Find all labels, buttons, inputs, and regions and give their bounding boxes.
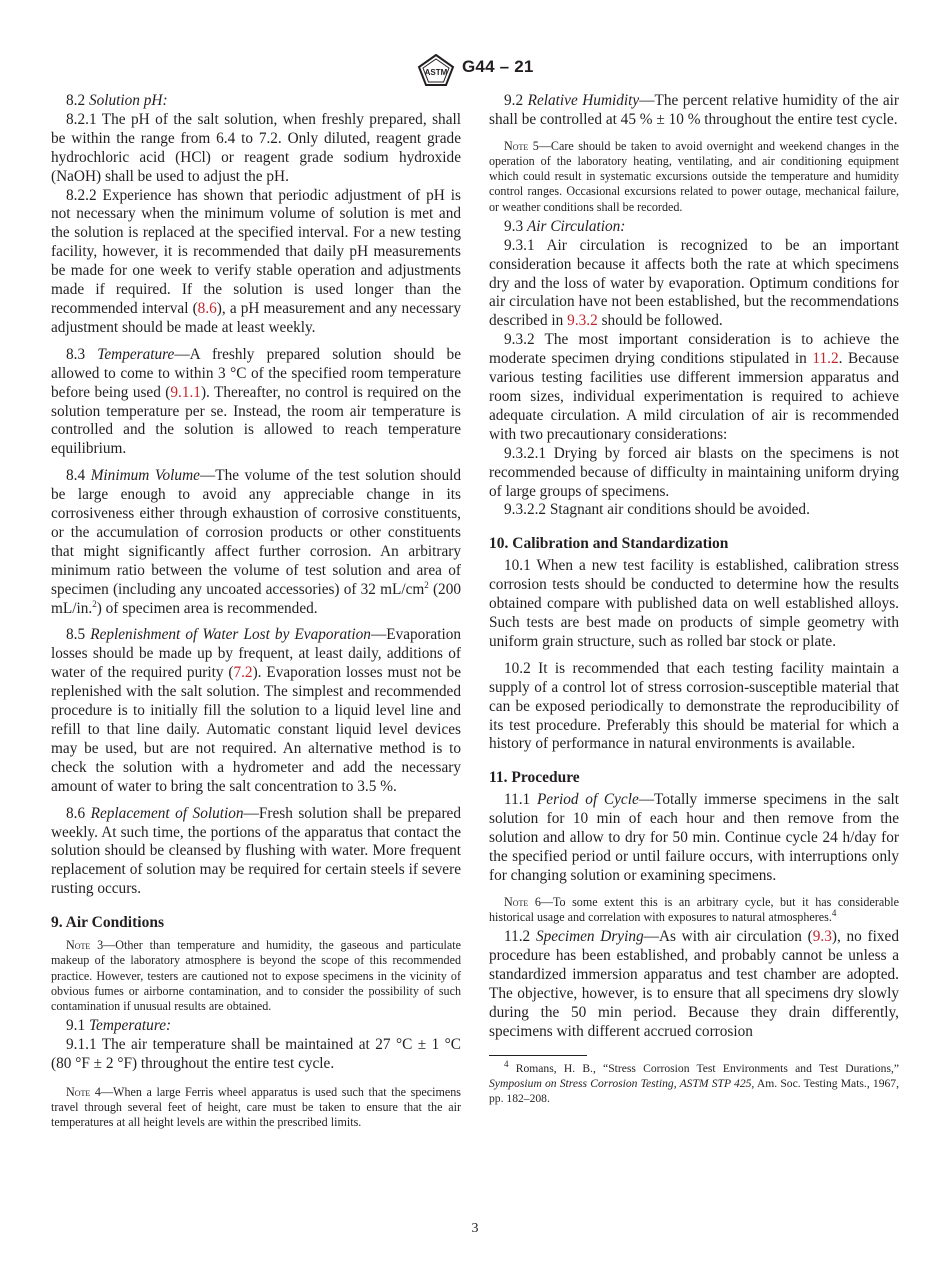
note-3: Note 3—Other than temperature and humidity, the gaseous and particulate makeup of the laboratory atmosphere is beyond the scope of this recommended practice. However, testers are cautioned not to expose specimens in the vicinity of obvious fumes or airborne contamination, and to consider the possibility of such contamination if unusual results are obtained. bbox=[51, 938, 461, 1013]
section-8-5: 8.5 Replenishment of Water Lost by Evaporation—Evaporation losses should be made up by frequent, at least daily, additions of water of the required purity (7.2). Evaporation losses must not be replenished with the salt solution. The simplest and recommended procedure is to initially fill the solution to a liquid level line and refill to that line daily. Automatic constant liquid level devices may be used, but are not required. An alternative method is to check the solution with a hydrometer and add the necessary amount of water to bring the salt concentration to 3.5 %. bbox=[51, 626, 462, 795]
section-10-1: 10.1 When a new test facility is established, calibration stress corrosion tests should be conducted to determine how the results obtained compare with published data on well established alloys. Such tests are best made on products of simple geometry with uniform grain structure, such as rolled bar stock or plate. bbox=[489, 557, 899, 650]
xref-9-3-2[interactable]: 9.3.2 bbox=[567, 312, 598, 330]
standard-designation: G44 – 21 bbox=[462, 57, 534, 76]
note-4: Note 4—When a large Ferris wheel apparatus is used such that the specimens travel through several feet of height, care must be taken to ensure that the air temperatures at all height levels are within the prescribed limits. bbox=[51, 1084, 461, 1130]
astm-logo-icon bbox=[417, 54, 455, 86]
section-8-2-2: 8.2.2 Experience has shown that periodic adjustment of pH is not necessary when the minimum volume of solution is met and the solution is replaced at the specified interval. For a new testing facility, however, it is recommended that daily pH measurements be made for one week to verify stable operation and adjustments made if required. If the solution is used longer than the recommended interval (8.6), a pH measurement and any necessary adjustment should be made at least weekly. bbox=[51, 186, 461, 336]
note-5: Note 5—Care should be taken to avoid overnight and weekend changes in the operation of the laboratory heating, ventilating, and air conditioning equipment which could result in systematic excursions outside the temperature and humidity control ranges. Occasional excursions related to power outage, mechanical failure, or weather conditions shall be recorded. bbox=[489, 138, 899, 214]
xref-8-6[interactable]: 8.6 bbox=[197, 299, 217, 317]
section-9-3-1: 9.3.1 Air circulation is recognized to be an important consideration because it affects both the rate at which specimens dry and the loss of water by evaporation. Optimum conditions for air circulation have not been established, but the recommendations described in 9.3.2 should be followed. bbox=[489, 236, 899, 330]
footnote-4: $^4$ Romans, H. B., “Stress Corrosion Test Environments and Test Durations,” Symposium on Stress Corrosion Testing, ASTM STP 425, Am. Soc. Testing Mats., 1967, pp. 182–208. bbox=[489, 1058, 899, 1106]
right-column bbox=[489, 92, 899, 1107]
page-number: 3 bbox=[471, 1221, 479, 1236]
section-11-heading: 11. Procedure bbox=[489, 769, 580, 787]
section-8-2-1: 8.2.1 The pH of the salt solution, when freshly prepared, shall be within the range from 6.4 to 7.2. Only diluted, reagent grade hydrochloric acid (HCl) or reagent grade sodium hydroxide (NaOH) shall be used to adjust the pH. bbox=[51, 110, 461, 185]
section-9-1: 9.1 Temperature: bbox=[66, 1017, 172, 1035]
section-9-3: 9.3 Air Circulation: bbox=[504, 217, 626, 235]
section-10-heading: 10. Calibration and Standardization bbox=[489, 535, 729, 553]
section-8-2: 8.2 Solution pH: bbox=[66, 92, 168, 109]
xref-9-1-1[interactable]: 9.1.1 bbox=[170, 383, 201, 401]
section-11-2: 11.2 Specimen Drying—As with air circulation (9.3), no fixed procedure has been established, and probably cannot be unless a standardized immersion apparatus and test chamber are adopted. The objective, however, is to ensure that all specimens dry slowly during the 50 min period. Because they drain differently, specimens with different accrued corrosion bbox=[489, 928, 899, 1040]
page-header bbox=[0, 54, 950, 86]
section-9-heading: 9. Air Conditions bbox=[51, 914, 164, 932]
section-10-2: 10.2 It is recommended that each testing facility maintain a supply of a control lot of stress corrosion-susceptible material that can be exposed periodically to demonstrate the reproducibility of its test procedure. Preferably this should be material for which a history of performance in natural environments is available. bbox=[489, 659, 899, 753]
left-column bbox=[51, 92, 461, 1134]
section-8-4: 8.4 Minimum Volume—The volume of the test solution should be large enough to avoid any appreciable change in its corrosiveness either through exhaustion of corrosive constituents, or the accumulation of corrosion products or other constituents that might significantly affect further corrosion. An arbitrary minimum ratio between the volume of test solution and area of specimen (including any uncoated accessories) of 32 $mL/cm^2$ (200 mL/in.$^2$) of specimen area is recommended. bbox=[51, 467, 461, 617]
xref-11-2[interactable]: 11.2 bbox=[812, 350, 839, 368]
section-9-3-2: 9.3.2 The most important consideration is to achieve the moderate specimen drying conditions stipulated in 11.2. Because various testing facilities use different immersion apparatus and room sizes, individual experimentation is required to achieve adequate circulation. A mild circulation of air is recommended with two precautionary considerations: bbox=[489, 331, 899, 443]
section-8-3: 8.3 Temperature—A freshly prepared solution should be allowed to come to within 3 °C of the specified room temperature before being used (9.1.1). Thereafter, no control is required on the solution temperature per se. Instead, the room air temperature is controlled and the solution is allowed to reach temperature equilibrium. bbox=[51, 345, 461, 458]
section-11-1: 11.1 Period of Cycle—Totally immerse specimens in the salt solution for 10 min of each hour and then remove from the solution and allow to dry for 50 min. Continue cycle 24 h/day for the specified period or until failure occurs, with interruptions only for changing solution or examining specimens. bbox=[489, 791, 899, 885]
section-9-2: 9.2 Relative Humidity—The percent relative humidity of the air shall be controlled at 45 % ± 10 % throughout the entire test cycle. bbox=[489, 92, 900, 128]
section-8-6: 8.6 Replacement of Solution—Fresh solution shall be prepared weekly. At such time, the portions of the apparatus that contact the solution should be cleansed by flushing with water. More frequent replacement of solution may be required for certain steels if severe rusting occurs. bbox=[51, 804, 461, 898]
section-9-3-2-2: 9.3.2.2 Stagnant air conditions should be avoided. bbox=[504, 501, 810, 519]
section-9-1-1: 9.1.1 The air temperature shall be maintained at 27 °C ± 1 °C (80 °F ± 2 °F) throughout the entire test cycle. bbox=[51, 1036, 461, 1072]
svg-text:ASTM: ASTM bbox=[424, 68, 448, 77]
section-9-3-2-1: 9.3.2.1 Drying by forced air blasts on the specimens is not recommended because of difficulty in maintaining uniform drying of large groups of specimens. bbox=[489, 444, 899, 500]
xref-7-2[interactable]: 7.2 bbox=[233, 664, 253, 682]
footnote-rule bbox=[489, 1055, 587, 1056]
note-6: Note 6—To some extent this is an arbitrary cycle, but it has considerable historical usage and correlation with exposures to natural atmospheres.$^4$ bbox=[489, 894, 899, 925]
xref-9-3[interactable]: 9.3 bbox=[812, 928, 832, 946]
